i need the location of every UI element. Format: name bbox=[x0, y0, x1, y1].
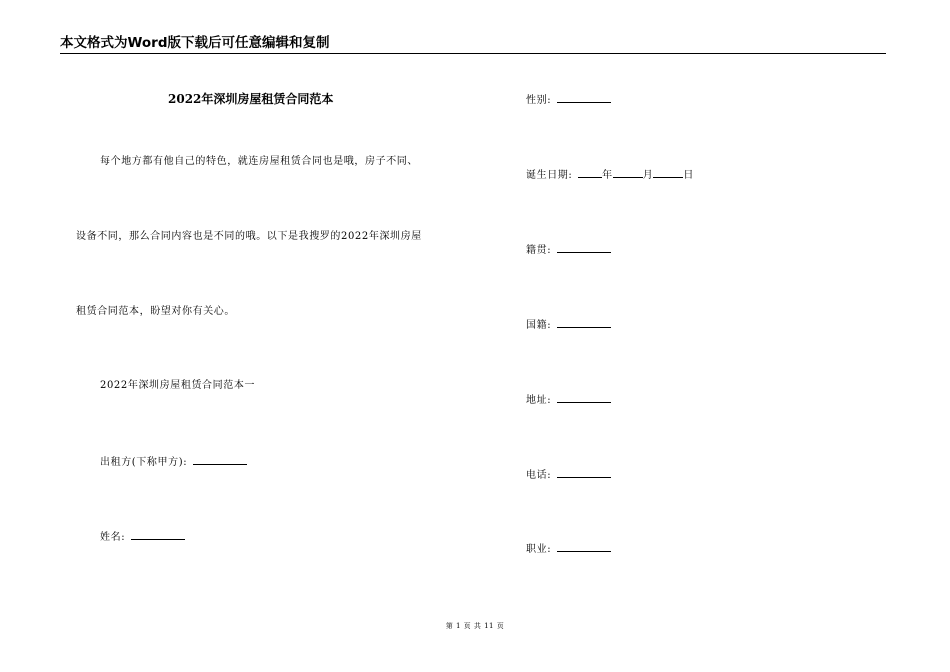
address-field bbox=[526, 393, 611, 407]
birth-day-blank bbox=[653, 168, 683, 178]
lessor-label: 出租方(下称甲方): bbox=[100, 457, 188, 468]
native-place-label: 籍贯: bbox=[526, 245, 552, 256]
page-footer: 第 1 页 共 11 页 bbox=[445, 622, 505, 630]
phone-label: 电话: bbox=[526, 470, 552, 481]
name-blank bbox=[131, 530, 185, 540]
native-place-blank bbox=[557, 243, 611, 253]
phone-field bbox=[526, 468, 611, 482]
intro-line-3: 租赁合同范本，盼望对你有关心。 bbox=[76, 306, 235, 317]
lessor-field bbox=[100, 455, 247, 469]
gender-field bbox=[526, 93, 611, 107]
nationality-field bbox=[526, 318, 611, 332]
lessor-blank bbox=[193, 455, 247, 465]
birth-month-blank bbox=[613, 168, 643, 178]
occupation-field bbox=[526, 542, 611, 556]
occupation-blank bbox=[557, 542, 611, 552]
name-label: 姓名: bbox=[100, 532, 126, 543]
native-place-field bbox=[526, 243, 611, 257]
birth-date-label: 诞生日期: bbox=[526, 170, 573, 181]
occupation-label: 职业: bbox=[526, 544, 552, 555]
birth-month-label: 月 bbox=[642, 170, 654, 181]
birth-year-blank bbox=[578, 168, 602, 178]
document-title: 2022年深圳房屋租赁合同范本 bbox=[168, 92, 334, 106]
address-label: 地址: bbox=[526, 395, 552, 406]
header-text: 本文格式为Word版下载后可任意编辑和复制 bbox=[60, 35, 330, 51]
nationality-blank bbox=[557, 318, 611, 328]
nationality-label: 国籍: bbox=[526, 320, 552, 331]
birth-date-field bbox=[526, 168, 694, 182]
phone-blank bbox=[557, 468, 611, 478]
intro-line-2: 设备不同，那么合同内容也是不同的哦。以下是我搜罗的2022年深圳房屋 bbox=[76, 231, 422, 242]
intro-line-1: 每个地方都有他自己的特色，就连房屋租赁合同也是哦，房子不同、 bbox=[100, 156, 418, 167]
name-field bbox=[100, 530, 185, 544]
gender-label: 性别: bbox=[526, 95, 552, 106]
birth-year-label: 年 bbox=[602, 170, 613, 181]
section-heading: 2022年深圳房屋租赁合同范本一 bbox=[100, 380, 256, 391]
page-header bbox=[60, 35, 886, 54]
gender-blank bbox=[557, 93, 611, 103]
address-blank bbox=[557, 393, 611, 403]
birth-day-label: 日 bbox=[683, 170, 694, 181]
